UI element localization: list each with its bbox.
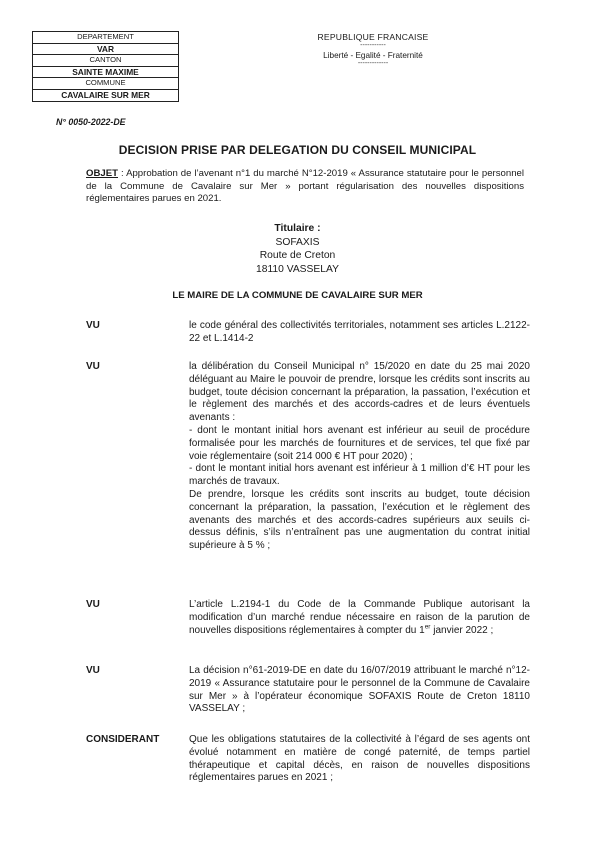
admin-row-canton-label: CANTON bbox=[33, 55, 178, 67]
clause-paragraph-tail: janvier 2022 ; bbox=[430, 624, 494, 636]
clause-paragraph: le code général des collectivités territoriales, notamment ses articles L.2122-22 et L.1414-2 bbox=[189, 320, 530, 344]
administrative-header-table bbox=[32, 31, 179, 102]
objet-label: OBJET bbox=[86, 168, 118, 179]
clause-paragraph-main: L’article L.2194-1 du Code de la Commande Publique autorisant la modification d’un marché rendue nécessaire en raison de la parution de nouvelles dispositions réglementaires à compter du 1 bbox=[189, 599, 530, 636]
maire-heading: LE MAIRE DE LA COMMUNE DE CAVALAIRE SUR MER bbox=[172, 290, 423, 301]
titulaire-name: SOFAXIS bbox=[275, 236, 320, 248]
clause-label: VU bbox=[86, 665, 100, 676]
clause-text bbox=[189, 734, 530, 785]
titulaire-street: Route de Creton bbox=[259, 250, 336, 261]
objet-text: : Approbation de l’avenant n°1 du marché N°12-2019 « Assurance statutaire pour le personnel de la Commune de Cavalaire sur Mer » portant régularisation des nouvelles dispositions réglementaires parues en 2021. bbox=[86, 168, 524, 205]
clause-paragraph bbox=[189, 599, 530, 637]
clause-text bbox=[189, 320, 530, 346]
republic-header bbox=[300, 32, 446, 68]
admin-row-commune-value: CAVALAIRE SUR MER bbox=[61, 89, 150, 100]
clause-paragraph: De prendre, lorsque les crédits sont inscrits au budget, toute décision concernant la préparation, la passation, l’exécution et le règlement des avenants des marchés et des accords-cadres supérieurs aux seuils ci-dessus définis, s’ils n’entraînent pas une augmentation du contrat initial supérieure à 5 % ; bbox=[189, 488, 530, 552]
clause-paragraph: - dont le montant initial hors avenant est inférieur à 1 million d’€ HT pour les marchés de travaux. bbox=[189, 463, 530, 488]
clause-label: CONSIDERANT bbox=[86, 734, 160, 745]
objet-paragraph bbox=[86, 168, 524, 206]
clause-paragraph: Que les obligations statutaires de la collectivité à l’égard de ses agents ont évolué notamment en matière de congé paternité, de temps partiel thérapeutique et capital décès, en raison de nouvelles dispositions réglementaires parues en 2021 ; bbox=[189, 734, 530, 784]
clause-paragraph: La décision n°61-2019-DE en date du 16/07/2019 attribuant le marché n°12-2019 « Assurance statutaire pour le personnel de la Commune de Cavalaire sur Mer » à l’opérateur économique SOFAXIS Route de Creton 18110 VASSELAY ; bbox=[189, 665, 530, 715]
admin-row-commune-label: COMMUNE bbox=[33, 78, 178, 90]
clause-label: VU bbox=[86, 320, 100, 331]
clause-paragraph: - dont le montant initial hors avenant est inférieur au seuil de procédure formalisée pour les marchés de fournitures et de services, tel que fixé par voie réglementaire (soit 214 000 € HT pour 2020) ; bbox=[189, 424, 530, 462]
clause-text bbox=[189, 361, 530, 553]
admin-row-canton-value: SAINTE MAXIME bbox=[33, 67, 178, 79]
republic-separator-2: ------------- bbox=[357, 60, 389, 67]
clause-paragraph: la délibération du Conseil Municipal n° 15/2020 en date du 25 mai 2020 déléguant au Maire le pouvoir de prendre, lorsque les crédits sont inscrits au budget, toute décision concernant la préparation, la passation, l’exécution et le règlement des marchés et des accords-cadres et de leurs éventuels avenants : bbox=[189, 361, 530, 424]
titulaire-city: 18110 VASSELAY bbox=[255, 263, 339, 275]
clause-text bbox=[189, 665, 530, 716]
page-title: DECISION PRISE PAR DELEGATION DU CONSEIL MUNICIPAL bbox=[118, 143, 477, 157]
titulaire-block bbox=[0, 222, 595, 276]
clause-text bbox=[189, 599, 530, 637]
clause-label: VU bbox=[86, 599, 100, 610]
republic-motto: Liberté - Egalité - Fraternité bbox=[323, 51, 423, 60]
ordinal-superscript: er bbox=[424, 623, 431, 631]
republic-title: REPUBLIQUE FRANCAISE bbox=[317, 32, 429, 42]
decision-number: N° 0050-2022-DE bbox=[56, 117, 126, 127]
clause-label: VU bbox=[86, 361, 100, 372]
admin-row-departement-label: DEPARTEMENT bbox=[33, 32, 178, 44]
admin-row-departement-value: VAR bbox=[33, 44, 178, 56]
titulaire-label: Titulaire : bbox=[274, 223, 321, 234]
republic-separator: ----------- bbox=[360, 42, 386, 49]
